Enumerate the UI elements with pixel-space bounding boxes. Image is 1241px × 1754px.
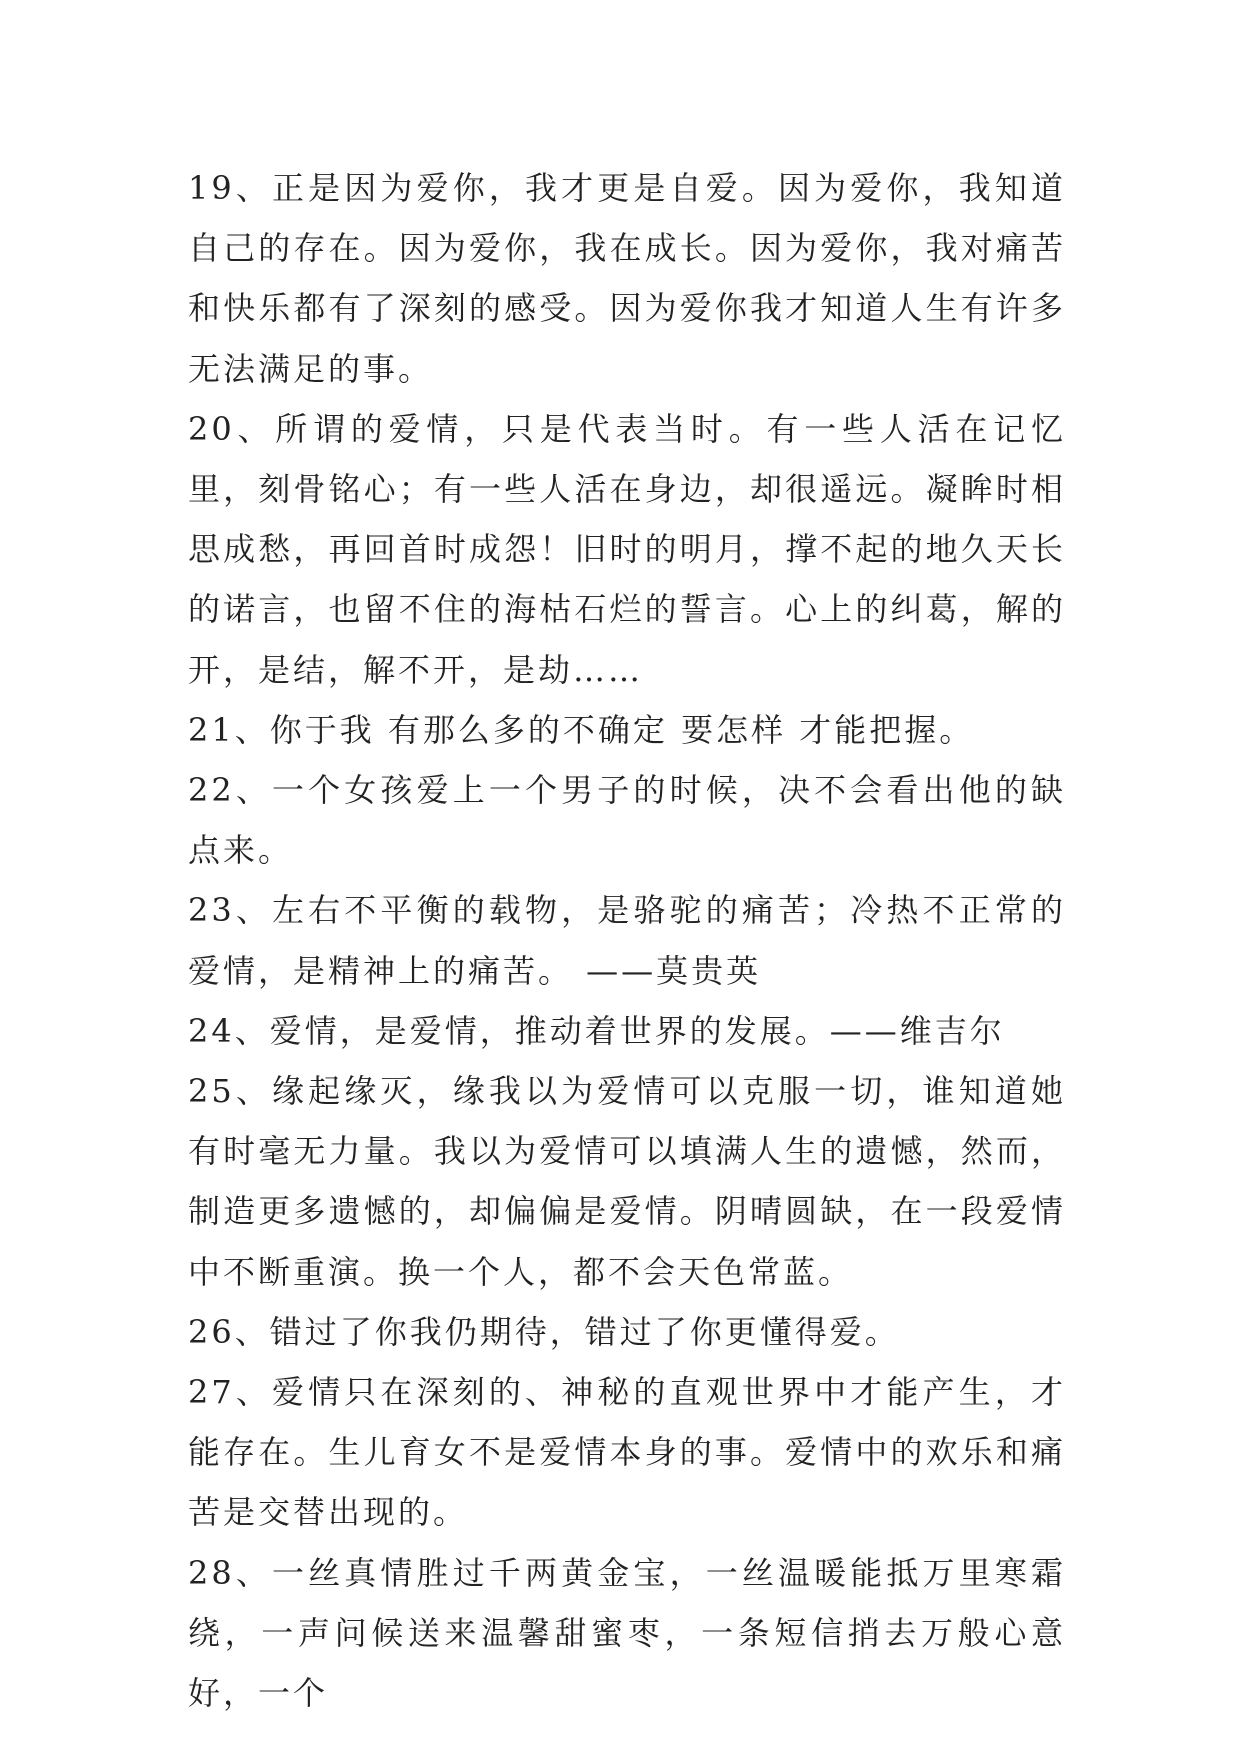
quote-item-23: 23、左右不平衡的载物，是骆驼的痛苦；冷热不正常的爱情，是精神上的痛苦。 ——莫贵英 xyxy=(188,891,1066,990)
quote-item-27: 27、爱情只在深刻的、神秘的直观世界中才能产生，才能存在。生儿育女不是爱情本身的事。爱情中的欢乐和痛苦是交替出现的。 xyxy=(188,1373,1066,1532)
quote-item-26: 26、错过了你我仍期待，错过了你更懂得爱。 xyxy=(188,1312,900,1351)
quote-list xyxy=(188,158,1066,1723)
quote-item-19: 19、正是因为爱你，我才更是自爱。因为爱你，我知道自己的存在。因为爱你，我在成长。因为爱你，我对痛苦和快乐都有了深刻的感受。因为爱你我才知道人生有许多无法满足的事。 xyxy=(188,169,1066,388)
quote-item-20: 20、所谓的爱情，只是代表当时。有一些人活在记忆里，刻骨铭心；有一些人活在身边，却很遥远。凝眸时相思成愁，再回首时成怨！旧时的明月，撑不起的地久天长的诺言，也留不住的海枯石烂的誓言。心上的纠葛，解的开，是结，解不开，是劫…… xyxy=(188,409,1066,689)
quote-item-25: 25、缘起缘灭，缘我以为爱情可以克服一切，谁知道她有时毫无力量。我以为爱情可以填满人生的遗憾，然而，制造更多遗憾的，却偏偏是爱情。阴晴圆缺，在一段爱情中不断重演。换一个人，都不会天色常蓝。 xyxy=(188,1072,1066,1291)
quote-item-28: 28、一丝真情胜过千两黄金宝，一丝温暖能抵万里寒霜绕，一声问候送来温馨甜蜜枣，一条短信捎去万般心意好，一个 xyxy=(188,1553,1066,1713)
quote-item-24: 24、爱情，是爱情，推动着世界的发展。——维吉尔 xyxy=(188,1011,1005,1050)
quote-item-21: 21、你于我 有那么多的不确定 要怎样 才能把握。 xyxy=(188,710,975,749)
quote-item-22: 22、一个女孩爱上一个男子的时候，决不会看出他的缺点来。 xyxy=(188,771,1066,870)
